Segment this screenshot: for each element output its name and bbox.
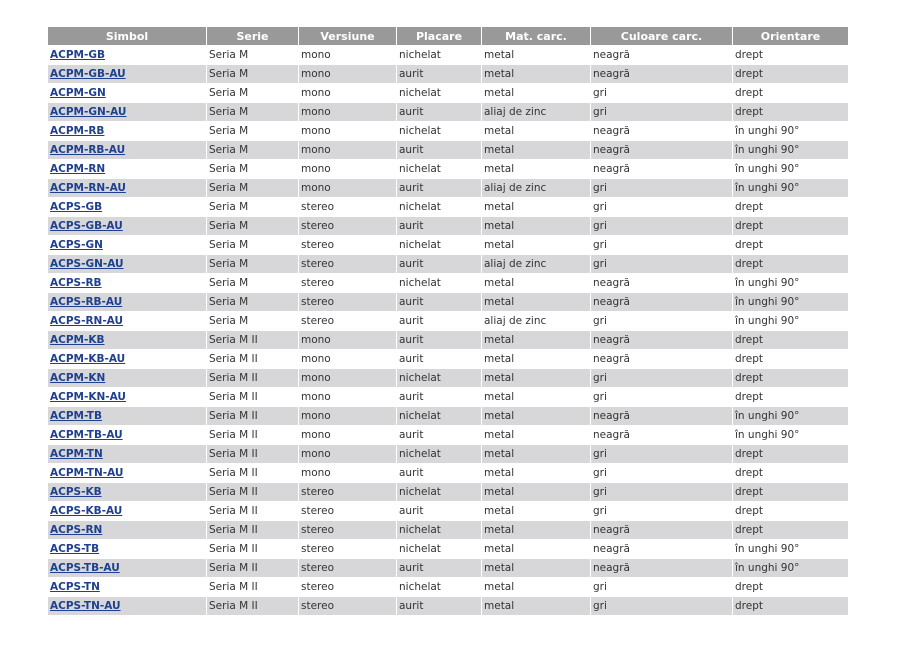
symbol-cell <box>48 540 207 559</box>
plating-cell: aurit <box>397 179 482 198</box>
table-row <box>48 521 848 540</box>
orientation-cell: drept <box>733 350 848 369</box>
plating-cell: nichelat <box>397 198 482 217</box>
color-cell: gri <box>591 502 733 521</box>
orientation-cell: drept <box>733 217 848 236</box>
material-cell: metal <box>482 502 591 521</box>
product-symbol-link[interactable]: ACPM-GN <box>50 87 106 99</box>
color-cell: neagră <box>591 521 733 540</box>
color-cell: gri <box>591 369 733 388</box>
plating-cell: aurit <box>397 464 482 483</box>
column-header-serie: Serie <box>207 27 299 46</box>
product-symbol-link[interactable]: ACPS-GB-AU <box>50 220 123 232</box>
orientation-cell: drept <box>733 578 848 597</box>
table-row <box>48 578 848 597</box>
table-row <box>48 274 848 293</box>
material-cell: metal <box>482 483 591 502</box>
product-symbol-link[interactable]: ACPS-KB-AU <box>50 505 123 517</box>
material-cell: metal <box>482 217 591 236</box>
version-cell: stereo <box>299 502 397 521</box>
table-row <box>48 312 848 331</box>
color-cell: neagră <box>591 274 733 293</box>
color-cell: neagră <box>591 407 733 426</box>
table-row <box>48 122 848 141</box>
version-cell: stereo <box>299 483 397 502</box>
version-cell: mono <box>299 103 397 122</box>
version-cell: mono <box>299 65 397 84</box>
series-cell: Seria M <box>207 198 299 217</box>
color-cell: gri <box>591 255 733 274</box>
table-row <box>48 407 848 426</box>
symbol-cell <box>48 483 207 502</box>
plating-cell: nichelat <box>397 578 482 597</box>
orientation-cell: în unghi 90° <box>733 426 848 445</box>
orientation-cell: drept <box>733 236 848 255</box>
series-cell: Seria M <box>207 46 299 65</box>
orientation-cell: în unghi 90° <box>733 160 848 179</box>
orientation-cell: drept <box>733 46 848 65</box>
color-cell: gri <box>591 578 733 597</box>
color-cell: gri <box>591 103 733 122</box>
product-symbol-link[interactable]: ACPS-TB-AU <box>50 562 120 574</box>
symbol-cell <box>48 141 207 160</box>
series-cell: Seria M II <box>207 578 299 597</box>
table-row <box>48 350 848 369</box>
symbol-cell <box>48 388 207 407</box>
symbol-cell <box>48 350 207 369</box>
product-symbol-link[interactable]: ACPS-GB <box>50 201 103 213</box>
plating-cell: nichelat <box>397 46 482 65</box>
table-row <box>48 445 848 464</box>
plating-cell: nichelat <box>397 274 482 293</box>
product-symbol-link[interactable]: ACPM-KN-AU <box>50 391 126 403</box>
plating-cell: aurit <box>397 502 482 521</box>
product-symbol-link[interactable]: ACPM-RB <box>50 125 105 137</box>
product-symbol-link[interactable]: ACPM-GN-AU <box>50 106 127 118</box>
plating-cell: nichelat <box>397 540 482 559</box>
product-symbol-link[interactable]: ACPS-TN-AU <box>50 600 121 612</box>
plating-cell: nichelat <box>397 84 482 103</box>
plating-cell: aurit <box>397 141 482 160</box>
material-cell: metal <box>482 65 591 84</box>
table-row <box>48 141 848 160</box>
plating-cell: nichelat <box>397 236 482 255</box>
series-cell: Seria M II <box>207 483 299 502</box>
orientation-cell: drept <box>733 331 848 350</box>
product-symbol-link[interactable]: ACPM-RN <box>50 163 106 175</box>
color-cell: neagră <box>591 122 733 141</box>
product-symbol-link[interactable]: ACPM-KN <box>50 372 106 384</box>
table-row <box>48 217 848 236</box>
color-cell: neagră <box>591 540 733 559</box>
orientation-cell: în unghi 90° <box>733 293 848 312</box>
table-row <box>48 502 848 521</box>
version-cell: stereo <box>299 578 397 597</box>
series-cell: Seria M II <box>207 502 299 521</box>
product-symbol-link[interactable]: ACPS-RB-AU <box>50 296 123 308</box>
product-symbol-link[interactable]: ACPM-GB-AU <box>50 68 126 80</box>
orientation-cell: în unghi 90° <box>733 559 848 578</box>
table-row <box>48 198 848 217</box>
plating-cell: aurit <box>397 103 482 122</box>
product-symbol-link[interactable]: ACPM-TN <box>50 448 103 460</box>
series-cell: Seria M II <box>207 350 299 369</box>
symbol-cell <box>48 407 207 426</box>
series-cell: Seria M <box>207 141 299 160</box>
color-cell: gri <box>591 445 733 464</box>
plating-cell: nichelat <box>397 122 482 141</box>
material-cell: metal <box>482 445 591 464</box>
plating-cell: nichelat <box>397 483 482 502</box>
color-cell: gri <box>591 483 733 502</box>
product-symbol-link[interactable]: ACPS-RB <box>50 277 102 289</box>
table-row <box>48 331 848 350</box>
series-cell: Seria M <box>207 103 299 122</box>
orientation-cell: drept <box>733 369 848 388</box>
column-header-placare: Placare <box>397 27 482 46</box>
material-cell: metal <box>482 331 591 350</box>
version-cell: mono <box>299 141 397 160</box>
symbol-cell <box>48 597 207 616</box>
color-cell: neagră <box>591 141 733 160</box>
version-cell: mono <box>299 369 397 388</box>
symbol-cell <box>48 255 207 274</box>
plating-cell: aurit <box>397 426 482 445</box>
color-cell: gri <box>591 597 733 616</box>
version-cell: stereo <box>299 293 397 312</box>
table-row <box>48 597 848 616</box>
column-header-orientare: Orientare <box>733 27 848 46</box>
product-symbol-link[interactable]: ACPM-KB-AU <box>50 353 126 365</box>
material-cell: metal <box>482 198 591 217</box>
material-cell: metal <box>482 350 591 369</box>
color-cell: neagră <box>591 293 733 312</box>
product-symbol-link[interactable]: ACPS-GN-AU <box>50 258 124 270</box>
table-row <box>48 46 848 65</box>
version-cell: stereo <box>299 559 397 578</box>
color-cell: gri <box>591 217 733 236</box>
plating-cell: aurit <box>397 388 482 407</box>
header-row <box>48 27 848 46</box>
product-symbol-link[interactable]: ACPS-RN-AU <box>50 315 124 327</box>
table-body <box>48 46 848 616</box>
series-cell: Seria M II <box>207 597 299 616</box>
symbol-cell <box>48 236 207 255</box>
plating-cell: nichelat <box>397 521 482 540</box>
material-cell: metal <box>482 426 591 445</box>
table-row <box>48 65 848 84</box>
color-cell: gri <box>591 312 733 331</box>
version-cell: mono <box>299 350 397 369</box>
version-cell: stereo <box>299 521 397 540</box>
symbol-cell <box>48 179 207 198</box>
product-symbol-link[interactable]: ACPM-TB-AU <box>50 429 123 441</box>
version-cell: stereo <box>299 255 397 274</box>
symbol-cell <box>48 198 207 217</box>
series-cell: Seria M II <box>207 369 299 388</box>
plating-cell: nichelat <box>397 445 482 464</box>
material-cell: metal <box>482 597 591 616</box>
version-cell: mono <box>299 388 397 407</box>
color-cell: gri <box>591 464 733 483</box>
series-cell: Seria M <box>207 236 299 255</box>
color-cell: neagră <box>591 331 733 350</box>
table-row <box>48 236 848 255</box>
product-symbol-link[interactable]: ACPM-KB <box>50 334 105 346</box>
material-cell: metal <box>482 84 591 103</box>
color-cell: neagră <box>591 559 733 578</box>
plating-cell: aurit <box>397 65 482 84</box>
symbol-cell <box>48 46 207 65</box>
orientation-cell: în unghi 90° <box>733 312 848 331</box>
table-row <box>48 103 848 122</box>
color-cell: gri <box>591 388 733 407</box>
plating-cell: nichelat <box>397 369 482 388</box>
series-cell: Seria M II <box>207 464 299 483</box>
series-cell: Seria M II <box>207 445 299 464</box>
material-cell: metal <box>482 293 591 312</box>
version-cell: stereo <box>299 198 397 217</box>
column-header-versiune: Versiune <box>299 27 397 46</box>
version-cell: mono <box>299 84 397 103</box>
material-cell: metal <box>482 369 591 388</box>
plating-cell: aurit <box>397 293 482 312</box>
table-row <box>48 388 848 407</box>
symbol-cell <box>48 331 207 350</box>
series-cell: Seria M <box>207 312 299 331</box>
column-header-mat-carc: Mat. carc. <box>482 27 591 46</box>
product-symbol-link[interactable]: ACPM-GB <box>50 49 105 61</box>
color-cell: neagră <box>591 46 733 65</box>
plating-cell: aurit <box>397 255 482 274</box>
material-cell: aliaj de zinc <box>482 255 591 274</box>
series-cell: Seria M II <box>207 521 299 540</box>
symbol-cell <box>48 502 207 521</box>
color-cell: gri <box>591 179 733 198</box>
product-symbol-link[interactable]: ACPM-RB-AU <box>50 144 126 156</box>
material-cell: metal <box>482 464 591 483</box>
version-cell: mono <box>299 179 397 198</box>
plating-cell: aurit <box>397 331 482 350</box>
material-cell: metal <box>482 407 591 426</box>
orientation-cell: în unghi 90° <box>733 274 848 293</box>
product-symbol-link[interactable]: ACPS-RN <box>50 524 103 536</box>
version-cell: stereo <box>299 217 397 236</box>
symbol-cell <box>48 103 207 122</box>
product-symbol-link[interactable]: ACPS-TN <box>50 581 100 593</box>
color-cell: gri <box>591 236 733 255</box>
material-cell: aliaj de zinc <box>482 179 591 198</box>
series-cell: Seria M <box>207 255 299 274</box>
table-header <box>48 27 848 46</box>
version-cell: mono <box>299 445 397 464</box>
orientation-cell: drept <box>733 521 848 540</box>
series-cell: Seria M II <box>207 407 299 426</box>
color-cell: neagră <box>591 426 733 445</box>
symbol-cell <box>48 293 207 312</box>
symbol-cell <box>48 369 207 388</box>
series-cell: Seria M II <box>207 559 299 578</box>
color-cell: gri <box>591 198 733 217</box>
material-cell: aliaj de zinc <box>482 103 591 122</box>
orientation-cell: în unghi 90° <box>733 141 848 160</box>
material-cell: metal <box>482 46 591 65</box>
series-cell: Seria M II <box>207 426 299 445</box>
orientation-cell: drept <box>733 464 848 483</box>
version-cell: stereo <box>299 312 397 331</box>
table-row <box>48 160 848 179</box>
series-cell: Seria M <box>207 65 299 84</box>
version-cell: stereo <box>299 274 397 293</box>
series-cell: Seria M <box>207 274 299 293</box>
table-row <box>48 540 848 559</box>
series-cell: Seria M II <box>207 331 299 350</box>
table-row <box>48 179 848 198</box>
series-cell: Seria M <box>207 179 299 198</box>
orientation-cell: drept <box>733 84 848 103</box>
material-cell: metal <box>482 160 591 179</box>
orientation-cell: în unghi 90° <box>733 540 848 559</box>
version-cell: stereo <box>299 236 397 255</box>
symbol-cell <box>48 65 207 84</box>
product-symbol-link[interactable]: ACPS-GN <box>50 239 103 251</box>
material-cell: metal <box>482 578 591 597</box>
series-cell: Seria M <box>207 293 299 312</box>
orientation-cell: în unghi 90° <box>733 407 848 426</box>
plating-cell: aurit <box>397 312 482 331</box>
material-cell: metal <box>482 274 591 293</box>
plating-cell: nichelat <box>397 407 482 426</box>
orientation-cell: în unghi 90° <box>733 179 848 198</box>
version-cell: mono <box>299 426 397 445</box>
color-cell: neagră <box>591 160 733 179</box>
orientation-cell: drept <box>733 388 848 407</box>
plating-cell: aurit <box>397 597 482 616</box>
version-cell: mono <box>299 46 397 65</box>
table-row <box>48 464 848 483</box>
version-cell: mono <box>299 331 397 350</box>
series-cell: Seria M <box>207 122 299 141</box>
table-row <box>48 84 848 103</box>
symbol-cell <box>48 122 207 141</box>
product-table <box>48 27 848 616</box>
color-cell: neagră <box>591 350 733 369</box>
table-row <box>48 255 848 274</box>
series-cell: Seria M <box>207 217 299 236</box>
table-row <box>48 559 848 578</box>
plating-cell: aurit <box>397 350 482 369</box>
series-cell: Seria M II <box>207 540 299 559</box>
column-header-culoare-carc: Culoare carc. <box>591 27 733 46</box>
version-cell: mono <box>299 407 397 426</box>
material-cell: aliaj de zinc <box>482 312 591 331</box>
plating-cell: nichelat <box>397 160 482 179</box>
orientation-cell: drept <box>733 255 848 274</box>
orientation-cell: drept <box>733 502 848 521</box>
symbol-cell <box>48 160 207 179</box>
color-cell: neagră <box>591 65 733 84</box>
material-cell: metal <box>482 141 591 160</box>
symbol-cell <box>48 426 207 445</box>
material-cell: metal <box>482 540 591 559</box>
version-cell: mono <box>299 160 397 179</box>
symbol-cell <box>48 445 207 464</box>
material-cell: metal <box>482 388 591 407</box>
version-cell: mono <box>299 464 397 483</box>
table-row <box>48 426 848 445</box>
table-row <box>48 369 848 388</box>
series-cell: Seria M <box>207 84 299 103</box>
orientation-cell: drept <box>733 198 848 217</box>
material-cell: metal <box>482 236 591 255</box>
orientation-cell: drept <box>733 65 848 84</box>
symbol-cell <box>48 521 207 540</box>
symbol-cell <box>48 274 207 293</box>
orientation-cell: drept <box>733 597 848 616</box>
symbol-cell <box>48 217 207 236</box>
product-symbol-link[interactable]: ACPM-TB <box>50 410 102 422</box>
table-row <box>48 293 848 312</box>
product-symbol-link[interactable]: ACPM-TN-AU <box>50 467 124 479</box>
orientation-cell: în unghi 90° <box>733 122 848 141</box>
column-header-simbol: Simbol <box>48 27 207 46</box>
symbol-cell <box>48 84 207 103</box>
series-cell: Seria M II <box>207 388 299 407</box>
material-cell: metal <box>482 521 591 540</box>
orientation-cell: drept <box>733 445 848 464</box>
version-cell: stereo <box>299 540 397 559</box>
series-cell: Seria M <box>207 160 299 179</box>
product-symbol-link[interactable]: ACPM-RN-AU <box>50 182 126 194</box>
plating-cell: aurit <box>397 217 482 236</box>
symbol-cell <box>48 464 207 483</box>
material-cell: metal <box>482 122 591 141</box>
symbol-cell <box>48 578 207 597</box>
symbol-cell <box>48 559 207 578</box>
version-cell: mono <box>299 122 397 141</box>
product-symbol-link[interactable]: ACPS-KB <box>50 486 102 498</box>
color-cell: gri <box>591 84 733 103</box>
plating-cell: aurit <box>397 559 482 578</box>
table-row <box>48 483 848 502</box>
version-cell: stereo <box>299 597 397 616</box>
symbol-cell <box>48 312 207 331</box>
product-symbol-link[interactable]: ACPS-TB <box>50 543 100 555</box>
orientation-cell: drept <box>733 483 848 502</box>
orientation-cell: drept <box>733 103 848 122</box>
material-cell: metal <box>482 559 591 578</box>
